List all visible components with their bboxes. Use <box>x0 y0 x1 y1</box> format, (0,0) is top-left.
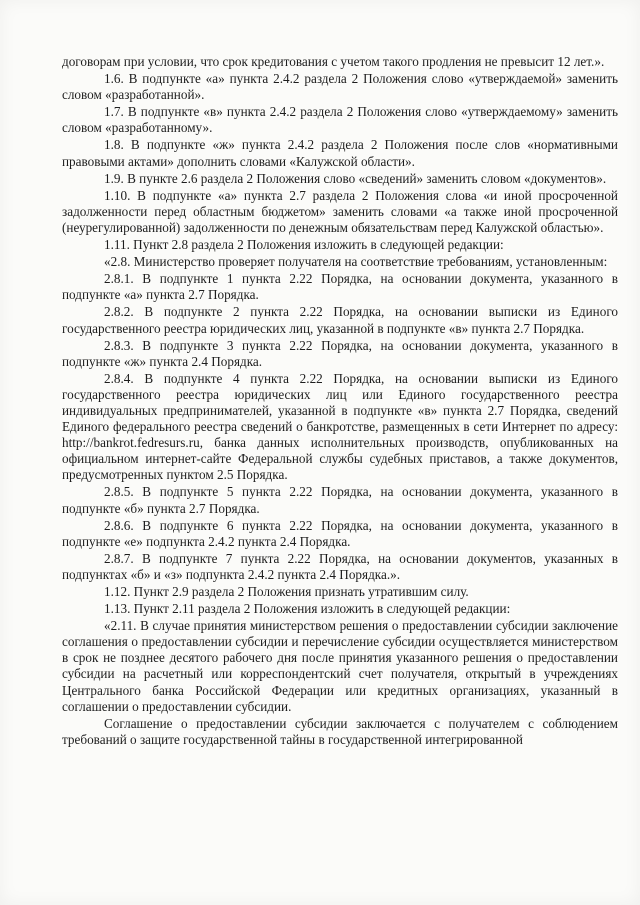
paragraph-2-8-5: 2.8.5. В подпункте 5 пункта 2.22 Порядка, на основании документа, указанного в подпункте «б» пункта 2.7 Порядка. <box>62 484 618 516</box>
paragraph-1-6: 1.6. В подпункте «а» пункта 2.4.2 раздела 2 Положения слово «утверждаемой» заменить словом «разработанной». <box>62 71 618 103</box>
paragraph-2-11: «2.11. В случае принятия министерством решения о предоставлении субсидии заключение соглашения о предоставлении субсидии и перечисление субсидии осуществляется министерством в срок не позднее десятого рабочего дня после принятия указанного решения о предоставлении субсидии на расчетный или корреспондентский счет получателя, открытый в учреждениях Центрального банка Российской Федерации или кредитных организациях, указанный в соглашении о предоставлении субсидии. <box>62 618 618 714</box>
paragraph-1-12: 1.12. Пункт 2.9 раздела 2 Положения признать утратившим силу. <box>104 584 469 599</box>
paragraph-2-8-6: 2.8.6. В подпункте 6 пункта 2.22 Порядка, на основании документа, указанного в подпункте «е» подпункта 2.4.2 пункта 2.4 Порядка. <box>62 517 618 549</box>
paragraph-2-8-1: 2.8.1. В подпункте 1 пункта 2.22 Порядка, на основании документа, указанного в подпункте «а» пункта 2.7 Порядка. <box>62 271 618 303</box>
paragraph-1-10: 1.10. В подпункте «а» пункта 2.7 раздела 2 Положения слова «и иной просроченной задолженности перед областным бюджетом» заменить словами «а также иной просроченной (неурегулированной) задолженности по денежным обязательствам перед Калужской областью». <box>62 187 618 235</box>
paragraph-2-8: «2.8. Министерство проверяет получателя на соответствие требованиям, установленным: <box>104 254 608 270</box>
paragraph-2-8-4: 2.8.4. В подпункте 4 пункта 2.22 Порядка, на основании выписки из Единого государственного реестра юридических лиц или Единого государственного реестра индивидуальных предпринимателей, указанной в подпункте «в» пункта 2.7 Порядка, сведений Единого федерального реестра сведений о банкротстве, размещенных в сети Интернет по адресу: http://bankrot.fedresurs.ru, банка данных исполнительных производств, опубликованных на официальном интернет-сайте Федеральной службы судебных приставов, а также документов, предусмотренных пунктом 2.5 Порядка. <box>62 370 618 483</box>
paragraph-2-8-7: 2.8.7. В подпункте 7 пункта 2.22 Порядка, на основании документов, указанных в подпунктах «б» и «з» подпункта 2.4.2 пункта 2.4 Порядка.». <box>62 550 618 582</box>
paragraph-1-13: 1.13. Пункт 2.11 раздела 2 Положения изложить в следующей редакции: <box>104 601 511 617</box>
paragraph-1-9: 1.9. В пункте 2.6 раздела 2 Положения слово «сведений» заменить словом «документов». <box>104 170 607 186</box>
paragraph-2-8-2: 2.8.2. В подпункте 2 пункта 2.22 Порядка, на основании выписки из Единого государственного реестра юридических лиц, указанной в подпункте «в» пункта 2.7 Порядка. <box>62 304 618 336</box>
paragraph-1-11: 1.11. Пункт 2.8 раздела 2 Положения изложить в следующей редакции: <box>104 237 504 253</box>
paragraph-2-8-3: 2.8.3. В подпункте 3 пункта 2.22 Порядка, на основании документа, указанного в подпункте «ж» пункта 2.4 Порядка. <box>62 337 618 369</box>
paragraph-continuation: договорам при условии, что срок кредитования с учетом такого продления не превысит 12 лет.». <box>62 54 605 69</box>
paragraph-1-8: 1.8. В подпункте «ж» пункта 2.4.2 раздела 2 Положения после слов «нормативными правовыми актами» дополнить словами «Калужской области». <box>62 137 618 169</box>
paragraph-agreement: Соглашение о предоставлении субсидии заключается с получателем с соблюдением требований о защите государственной тайны в государственной интегрированной <box>62 715 618 747</box>
paragraph-1-7: 1.7. В подпункте «в» пункта 2.4.2 раздела 2 Положения слово «утверждаемому» заменить словом «разработанному». <box>62 104 618 136</box>
